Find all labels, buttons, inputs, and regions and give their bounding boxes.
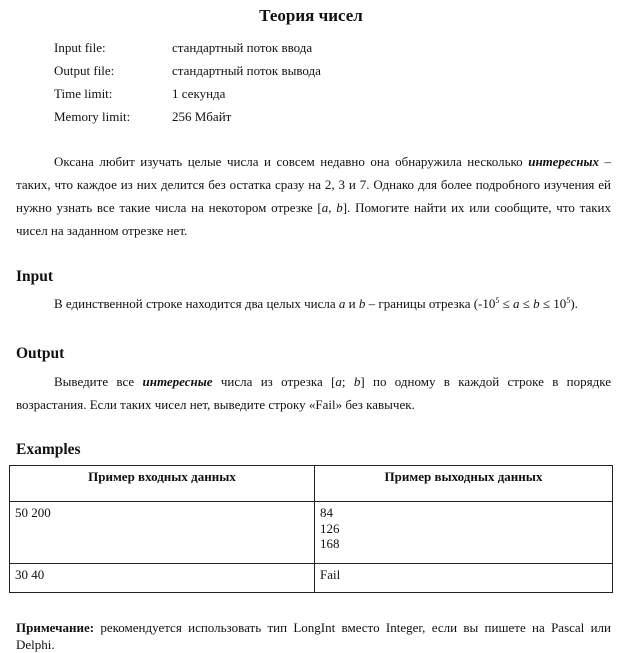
input-var-b: b xyxy=(358,296,366,311)
table-row xyxy=(10,564,613,593)
input-and: и xyxy=(348,296,356,311)
statement-paragraph xyxy=(16,150,611,242)
input-paragraph xyxy=(16,292,611,315)
meta-value-time-limit: 1 секунда xyxy=(172,86,226,101)
example-input-cell: 30 40 xyxy=(10,564,315,593)
statement-text-2: – таких, что каждое из них делится без остатка сразу на 2, 3 и 7. Однако для более подробного изучения ей нужно узнать все такие числа на некотором отрезке [ xyxy=(16,154,612,215)
meta-value-output-file: стандартный поток вывода xyxy=(172,63,321,78)
meta-label-output-file: Output file: xyxy=(54,63,115,78)
example-output-cell xyxy=(315,502,613,564)
page-title: Теория чисел xyxy=(259,6,363,25)
input-exp-1: 5 xyxy=(495,296,500,305)
output-text-3: ] по одному в каждой строке в порядке возрастания. Если таких чисел нет, выведите строку «Fail» без кавычек. xyxy=(16,374,611,412)
examples-header-row xyxy=(10,466,613,502)
examples-col-input: Пример входных данных xyxy=(10,466,315,502)
note-paragraph xyxy=(16,619,611,653)
meta-value-memory-limit: 256 Мбайт xyxy=(172,109,232,124)
input-var-a2: a xyxy=(513,296,520,311)
example-output-line: 84 xyxy=(320,505,333,520)
input-heading: Input xyxy=(16,268,54,285)
meta-label-time-limit: Time limit: xyxy=(54,86,113,101)
output-var-b: b xyxy=(353,374,361,389)
output-heading: Output xyxy=(16,345,65,362)
output-text-2: числа из отрезка [ xyxy=(220,374,336,389)
statement-text-3: ]. Помогите найти их или сообщите, что таких чисел на заданном отрезке нет. xyxy=(16,200,611,238)
example-input-cell: 50 200 xyxy=(10,502,315,564)
table-row xyxy=(10,502,613,564)
output-sep: ; xyxy=(341,374,346,389)
input-le-2: ≤ xyxy=(522,296,530,311)
statement-emphasis: интересных xyxy=(528,154,599,169)
note-label: Примечание: xyxy=(16,620,95,635)
input-var-a: a xyxy=(338,296,346,311)
input-text-2: – границы отрезка (-10 xyxy=(368,296,496,311)
input-var-b2: b xyxy=(533,296,540,311)
input-close: ). xyxy=(570,296,578,311)
input-le-1: ≤ xyxy=(502,296,510,311)
examples-table xyxy=(9,465,613,593)
input-text-1: В единственной строке находится два целых числа xyxy=(54,296,336,311)
meta-label-input-file: Input file: xyxy=(54,40,106,55)
meta-label-memory-limit: Memory limit: xyxy=(54,109,131,124)
statement-var-a: a xyxy=(321,200,329,215)
output-text-1: Выведите все xyxy=(54,374,135,389)
meta-value-input-file: стандартный поток ввода xyxy=(172,40,313,55)
statement-sep: , xyxy=(328,200,332,215)
example-output-line: 126 xyxy=(320,520,340,536)
output-paragraph xyxy=(16,370,611,416)
examples-heading: Examples xyxy=(16,441,81,458)
example-output-line: 168 xyxy=(320,536,340,551)
output-emphasis: интересные xyxy=(142,374,213,389)
examples-col-output: Пример выходных данных xyxy=(315,466,613,502)
statement-text-1: Оксана любит изучать целые числа и совсем недавно она обнаружила несколько xyxy=(54,154,523,169)
input-le-3: ≤ 10 xyxy=(542,296,567,311)
input-exp-2: 5 xyxy=(566,296,571,305)
example-output-line: Fail xyxy=(320,567,341,582)
output-var-a: a xyxy=(335,374,342,389)
statement-var-b: b xyxy=(336,200,343,215)
example-output-cell xyxy=(315,564,613,593)
note-text: рекомендуется использовать тип LongInt вместо Integer, если вы пишете на Pascal или Delphi. xyxy=(16,620,612,652)
